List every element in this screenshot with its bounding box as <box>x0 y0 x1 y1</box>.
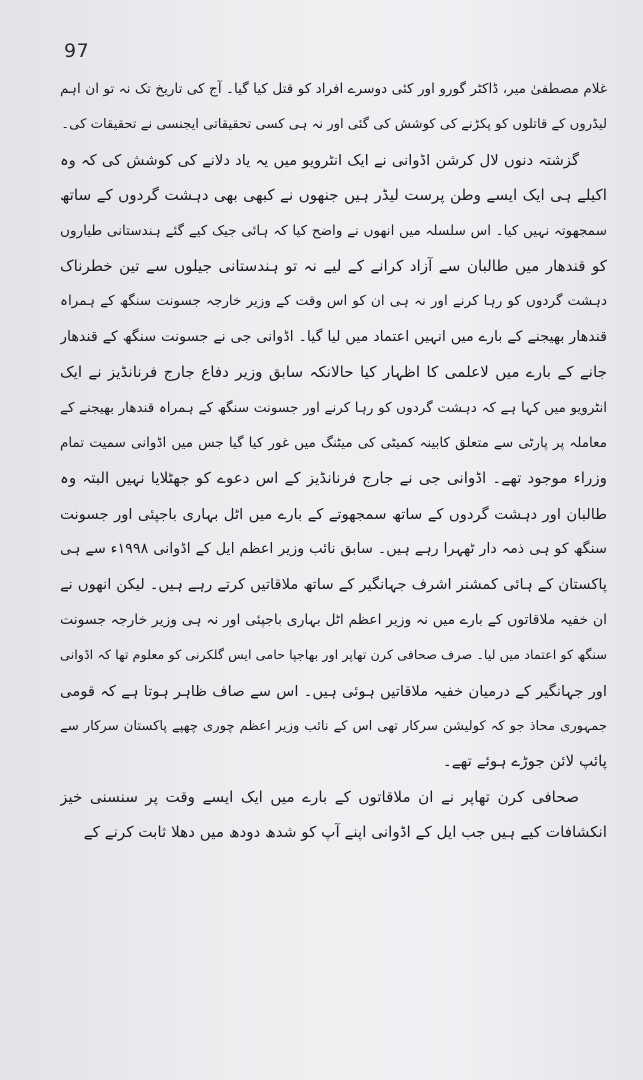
text-line: اور جہانگیر کے درمیان خفیہ ملاقاتیں ہوئی ہیں۔ اس سے صاف ظاہر ہوتا ہے کہ قومی <box>60 682 607 700</box>
text-line: ان خفیہ ملاقاتوں کے بارے میں نہ وزیر اعظم اٹل بہاری باجپئی اور نہ ہی وزیر خارجہ جسونت <box>60 611 607 628</box>
text-line: انٹرویو میں کہا ہے کہ دہشت گردوں کو رہا کرنے اور جسونت سنگھ کے ہمراہ قندھار بھیجنے کے <box>60 399 607 416</box>
text-line: سمجھوتہ نہیں کیا۔ اس سلسلہ میں انھوں نے واضح کیا کہ ہائی جیک کیے گئے ہندستانی طیاروں <box>60 222 607 239</box>
paragraph <box>60 72 607 143</box>
text-line: غلام مصطفیٰ میر، ڈاکٹر گورو اور کئی دوسرے افراد کو قتل کیا گیا۔ آج کی تاریخ تک نہ تو ان اہم <box>60 81 607 97</box>
text-line: قندھار بھیجنے کے بارے میں انہیں اعتماد میں لیا گیا۔ اڈوانی جی نے جسونت سنگھ کے قندھار <box>60 328 607 345</box>
text-line: سنگھ کو ہی ذمہ دار ٹھہرا رہے ہیں۔ سابق نائب وزیر اعظم ایل کے اڈوانی ۱۹۹۸ء سے ہی <box>60 541 607 558</box>
text-line: جانے کے بارے میں لاعلمی کا اظہار کیا حالانکہ سابق وزیر دفاع جارج فرنانڈیز نے ایک <box>60 363 607 382</box>
text-line: طالبان اور دہشت گردوں کے ساتھ سمجھوتے کے بارے میں اٹل بہاری باجپئی اور جسونت <box>60 505 607 523</box>
text-line: پاکستان کے ہائی کمشنر اشرف جہانگیر کے ساتھ ملاقاتیں کرتے رہے ہیں۔ لیکن انھوں نے <box>60 576 607 594</box>
text-line: معاملہ پر پارٹی سے متعلق کابینہ کمیٹی کی میٹنگ میں غور کیا گیا جس میں اڈوانی سمیت تمام <box>60 434 607 451</box>
text-line: پائپ لائن جوڑے ہوئے تھے۔ <box>442 752 607 771</box>
text-line: گزشتہ دنوں لال کرشن اڈوانی نے ایک انٹرویو میں یہ یاد دلانے کی کوشش کی کہ وہ <box>60 151 579 169</box>
text-line: دہشت گردوں کو رہا کرنے اور نہ ہی ان کو اس وقت کے وزیر خارجہ جسونت سنگھ کے ہمراہ <box>60 293 607 310</box>
paragraph <box>60 780 607 851</box>
page-text-body <box>60 72 607 851</box>
paragraph <box>60 143 607 780</box>
text-line: لیڈروں کے قاتلوں کو پکڑنے کی کوشش کی گئی اور نہ ہی کسی تحقیقاتی ایجنسی نے تحقیقات کی۔ <box>61 117 607 133</box>
page-number: 97 <box>64 40 90 62</box>
text-line: انکشافات کیے ہیں جب ایل کے اڈوانی اپنے آپ کو شدھ دودھ میں دھلا ثابت کرنے کے <box>83 823 607 842</box>
text-line: کو قندھار میں طالبان سے آزاد کرانے کے لیے نہ تو ہندستانی جیلوں سے تین خطرناک <box>60 256 607 275</box>
text-line: جمہوری محاذ جو کہ کولیشن سرکار تھی اس کے نائب وزیر اعظم چوری چھپے پاکستان سرکار سے <box>60 719 607 735</box>
text-line: اکیلے ہی ایک ایسے وطن پرست لیڈر ہیں جنھوں نے کبھی بھی دہشت گردوں کے ساتھ <box>60 186 607 205</box>
text-line: وزراء موجود تھے۔ اڈوانی جی نے جارج فرنانڈیز کے اس دعوے کو جھٹلایا نہیں البتہ وہ <box>60 469 607 488</box>
text-line: صحافی کرن تھاپر نے ان ملاقاتوں کے بارے میں ایک ایسے وقت پر سنسنی خیز <box>60 787 579 806</box>
text-line: سنگھ کو اعتماد میں لیا۔ صرف صحافی کرن تھاپر اور بھاجپا حامی ایس گلکرنی کو معلوم تھا کہ اڈوانی <box>60 648 607 664</box>
